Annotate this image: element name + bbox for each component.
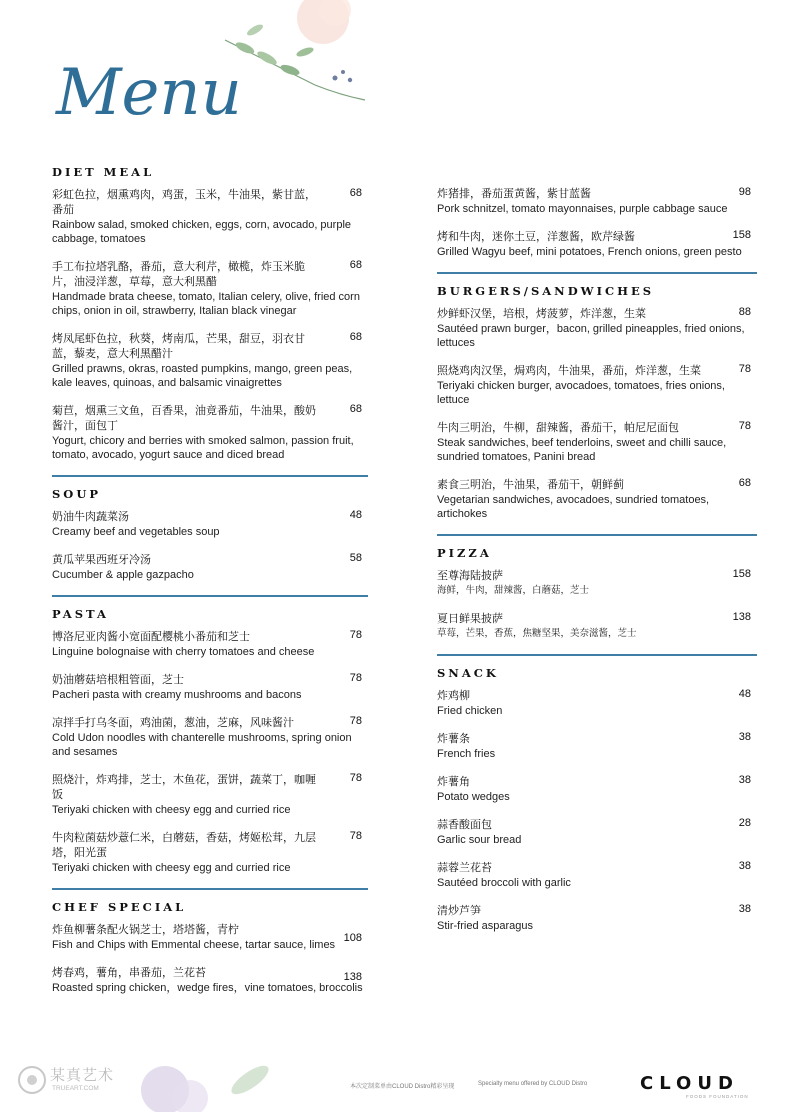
section-soup [52, 487, 368, 582]
item-name-zh: 炸鸡柳 [437, 689, 470, 702]
menu-item [437, 731, 757, 761]
watermark-subtext: TRUEART.COM [52, 1085, 99, 1092]
item-price: 78 [349, 715, 362, 727]
item-price: 48 [349, 509, 362, 521]
item-price: 68 [349, 187, 362, 199]
item-name-en: Grilled Wagyu beef, mini potatoes, French onions, green pesto [437, 246, 742, 258]
menu-item [437, 186, 757, 216]
item-name-en: Yogurt, chicory and berries with smoked salmon, passion fruit, tomato, avocado, yogurt sauce and diced bread [52, 435, 354, 461]
section-diet-meal [52, 165, 368, 462]
item-name-zh: 烤凤尾虾色拉，秋葵，烤南瓜，芒果，甜豆，羽衣甘蓝，藜麦，意大利黑醋汁 [52, 332, 305, 360]
menu-item [437, 420, 757, 464]
section-divider [437, 654, 757, 656]
item-name-zh: 黄瓜苹果西班牙冷汤 [52, 553, 151, 566]
item-ingredients: 草莓，芒果，香蕉，焦糖坚果，美奈滋酱，芝士 [437, 628, 637, 639]
item-name-en: Sautéed broccoli with garlic [437, 877, 571, 889]
section-divider [437, 272, 757, 274]
item-price: 68 [349, 259, 362, 271]
item-price: 158 [732, 229, 751, 241]
item-name-zh: 蒜香酸面包 [437, 818, 492, 831]
brand-name: CLOUD [640, 1073, 739, 1094]
item-price: 78 [349, 672, 362, 684]
floral-decoration-bottom [120, 1050, 290, 1112]
item-name-zh: 照烧鸡肉汉堡，焗鸡肉，牛油果，番茄，炸洋葱，生菜 [437, 364, 701, 377]
item-price: 98 [738, 186, 751, 198]
item-name-zh: 烤和牛肉，迷你土豆，洋葱酱，欧芹绿酱 [437, 230, 635, 243]
item-price: 38 [738, 731, 751, 743]
item-name-en: Fish and Chips with Emmental cheese, tartar sauce, limes [52, 939, 336, 951]
item-name-zh: 炒鲜虾汉堡，培根，烤菠萝，炸洋葱，生菜 [437, 307, 646, 320]
menu-item [52, 922, 368, 952]
item-price: 28 [738, 817, 751, 829]
section-pasta [52, 607, 368, 875]
item-price: 68 [738, 477, 751, 489]
item-name-en: Fried chicken [437, 705, 503, 717]
item-name-en: Grilled prawns, okras, roasted pumpkins, mango, green peas, kale leaves, quinoas, and balsamic vinaigrettes [52, 363, 353, 389]
item-name-zh: 牛肉粒菌菇炒薏仁米，白蘑菇，香菇，烤姬松茸，九层塔，阳光蛋 [52, 831, 316, 859]
right-column [437, 186, 757, 946]
section-title: BURGERS/SANDWICHES [437, 284, 655, 298]
section-title: SNACK [437, 666, 499, 680]
item-name-en: Rainbow salad, smoked chicken, eggs, corn, avocado, purple cabbage, tomatoes [52, 219, 352, 245]
item-name-zh: 照烧汁，炸鸡排，芝士，木鱼花，蛋饼，蔬菜丁，咖喱饭 [52, 773, 316, 801]
section-title: CHEF SPECIAL [52, 900, 187, 914]
section-divider [437, 534, 757, 536]
item-name-en: Cucumber & apple gazpacho [52, 569, 194, 581]
section-chef-special [52, 900, 368, 995]
menu-item [52, 509, 368, 539]
menu-item [437, 903, 757, 933]
menu-item [52, 830, 368, 875]
left-column [52, 165, 368, 1008]
item-price: 158 [732, 568, 751, 580]
menu-item [437, 306, 757, 350]
watermark-text: 某真艺术 [50, 1066, 115, 1084]
section-title: SOUP [52, 487, 101, 501]
item-name-en: Pork schnitzel, tomato mayonnaises, purple cabbage sauce [437, 203, 728, 215]
item-name-en: Roasted spring chicken，wedge fires，vine tomatoes, broccolis [52, 982, 363, 994]
section-divider [52, 475, 368, 477]
brand-tagline: FOODS FOUNDATION [686, 1094, 749, 1099]
item-name-zh: 手工布拉塔乳酪，番茄，意大利芹，橄榄，炸玉米脆片，油浸洋葱，草莓，意大利黑醋 [52, 260, 305, 288]
section-pizza [437, 546, 757, 641]
item-name-zh: 炸鱼柳薯条配火锅芝士，塔塔酱，青柠 [52, 923, 239, 936]
item-price: 38 [738, 860, 751, 872]
item-name-zh: 博洛尼亚肉酱小宽面配樱桃小番茄和芝士 [52, 630, 250, 643]
item-name-en: Creamy beef and vegetables soup [52, 526, 220, 538]
item-name-en: Pacheri pasta with creamy mushrooms and bacons [52, 689, 302, 701]
item-name-zh: 彩虹色拉，烟熏鸡肉，鸡蛋，玉米，牛油果，紫甘蓝，番茄 [52, 188, 316, 216]
section-divider [52, 595, 368, 597]
item-name-zh: 夏日鲜果披萨 [437, 612, 503, 625]
menu-item [52, 331, 368, 390]
menu-item [437, 688, 757, 718]
menu-item [52, 629, 368, 659]
item-price: 78 [738, 363, 751, 375]
menu-item [437, 611, 757, 641]
item-name-en: Vegetarian sandwiches, avocadoes, sundried tomatoes, artichokes [437, 494, 710, 520]
menu-title: Menu [56, 56, 242, 130]
item-price: 38 [738, 903, 751, 915]
item-name-zh: 蒜蓉兰花苔 [437, 861, 492, 874]
item-name-zh: 炸薯条 [437, 732, 470, 745]
menu-item [52, 772, 368, 817]
item-price: 78 [738, 420, 751, 432]
item-price: 78 [349, 772, 362, 784]
menu-item [52, 965, 368, 995]
menu-item [437, 363, 757, 407]
item-ingredients: 海鲜，牛肉，甜辣酱，白蘑菇，芝士 [437, 585, 590, 596]
menu-item [52, 552, 368, 582]
item-price: 68 [349, 403, 362, 415]
item-price: 48 [738, 688, 751, 700]
item-name-zh: 至尊海陆披萨 [437, 569, 503, 582]
item-name-zh: 奶油牛肉蔬菜汤 [52, 510, 129, 523]
section-title: PASTA [52, 607, 109, 621]
menu-item [52, 259, 368, 318]
section-title: PIZZA [437, 546, 492, 560]
menu-item [52, 672, 368, 702]
item-price: 58 [349, 552, 362, 564]
menu-item [437, 229, 757, 259]
section-divider [52, 888, 368, 890]
menu-title-script [52, 22, 242, 140]
menu-item [52, 715, 368, 759]
item-name-en: Stir-fried asparagus [437, 920, 533, 932]
menu-item [437, 860, 757, 890]
footer-note-en: Specialty menu offered by CLOUD Distro [478, 1081, 588, 1087]
section-mains [437, 186, 757, 259]
item-name-en: Potato wedges [437, 791, 510, 803]
item-price: 88 [738, 306, 751, 318]
menu-item [437, 568, 757, 598]
item-price: 38 [738, 774, 751, 786]
item-name-zh: 菊苣，烟熏三文鱼，百香果，油竟番茄，牛油果，酸奶酱汁，面包丁 [52, 404, 316, 432]
item-price: 68 [349, 331, 362, 343]
section-snack [437, 666, 757, 933]
item-name-en: French fries [437, 748, 496, 760]
menu-item [437, 817, 757, 847]
section-title: DIET MEAL [52, 165, 155, 179]
item-price: 138 [732, 611, 751, 623]
cloud-brand-logo [640, 1072, 740, 1094]
menu-item [52, 187, 368, 246]
item-name-en: Sautéed prawn burger，bacon, grilled pineapples, fried onions, lettuces [437, 323, 745, 349]
item-name-zh: 凉拌手打乌冬面，鸡油菌，葱油，芝麻，风味酱汁 [52, 716, 294, 729]
menu-item [437, 477, 757, 521]
item-name-en: Handmade brata cheese, tomato, Italian celery, olive, fried corn chips, onion in oil, strawberry, Italian black vinegar [52, 291, 360, 317]
menu-item [52, 403, 368, 462]
item-price: 108 [343, 932, 362, 944]
item-name-zh: 炸薯角 [437, 775, 470, 788]
item-price: 78 [349, 830, 362, 842]
item-name-zh: 炸猪排，番茄蛋黄酱，紫甘蓝酱 [437, 187, 591, 200]
item-name-en: Cold Udon noodles with chanterelle mushrooms, spring onion and sesames [52, 732, 352, 758]
item-name-en: Steak sandwiches, beef tenderloins, sweet and chilli sauce, sundried tomatoes, Panini bread [437, 437, 727, 463]
item-name-zh: 清炒芦笋 [437, 904, 481, 917]
item-name-zh: 烤春鸡，薯角，串番茄，兰花苔 [52, 966, 206, 979]
item-name-en: Linguine bolognaise with cherry tomatoes and cheese [52, 646, 315, 658]
section-burgers [437, 284, 757, 521]
item-name-zh: 牛肉三明治，牛柳，甜辣酱，番茄干，帕尼尼面包 [437, 421, 679, 434]
item-name-en: Teriyaki chicken burger, avocadoes, tomatoes, fries onions, lettuce [437, 380, 725, 406]
item-name-en: Teriyaki chicken with cheesy egg and curried rice [52, 804, 291, 816]
item-name-zh: 素食三明治，牛油果，番茄干，朝鲜蓟 [437, 478, 624, 491]
item-name-en: Garlic sour bread [437, 834, 522, 846]
menu-item [437, 774, 757, 804]
item-name-en: Teriyaki chicken with cheesy egg and curried rice [52, 862, 291, 874]
item-price: 78 [349, 629, 362, 641]
item-name-zh: 奶油蘑菇培根粗管面，芝士 [52, 673, 184, 686]
footer-note-zh: 本次定制菜单由CLOUD Distro精彩呈现 [350, 1084, 455, 1090]
item-price: 138 [343, 971, 362, 983]
